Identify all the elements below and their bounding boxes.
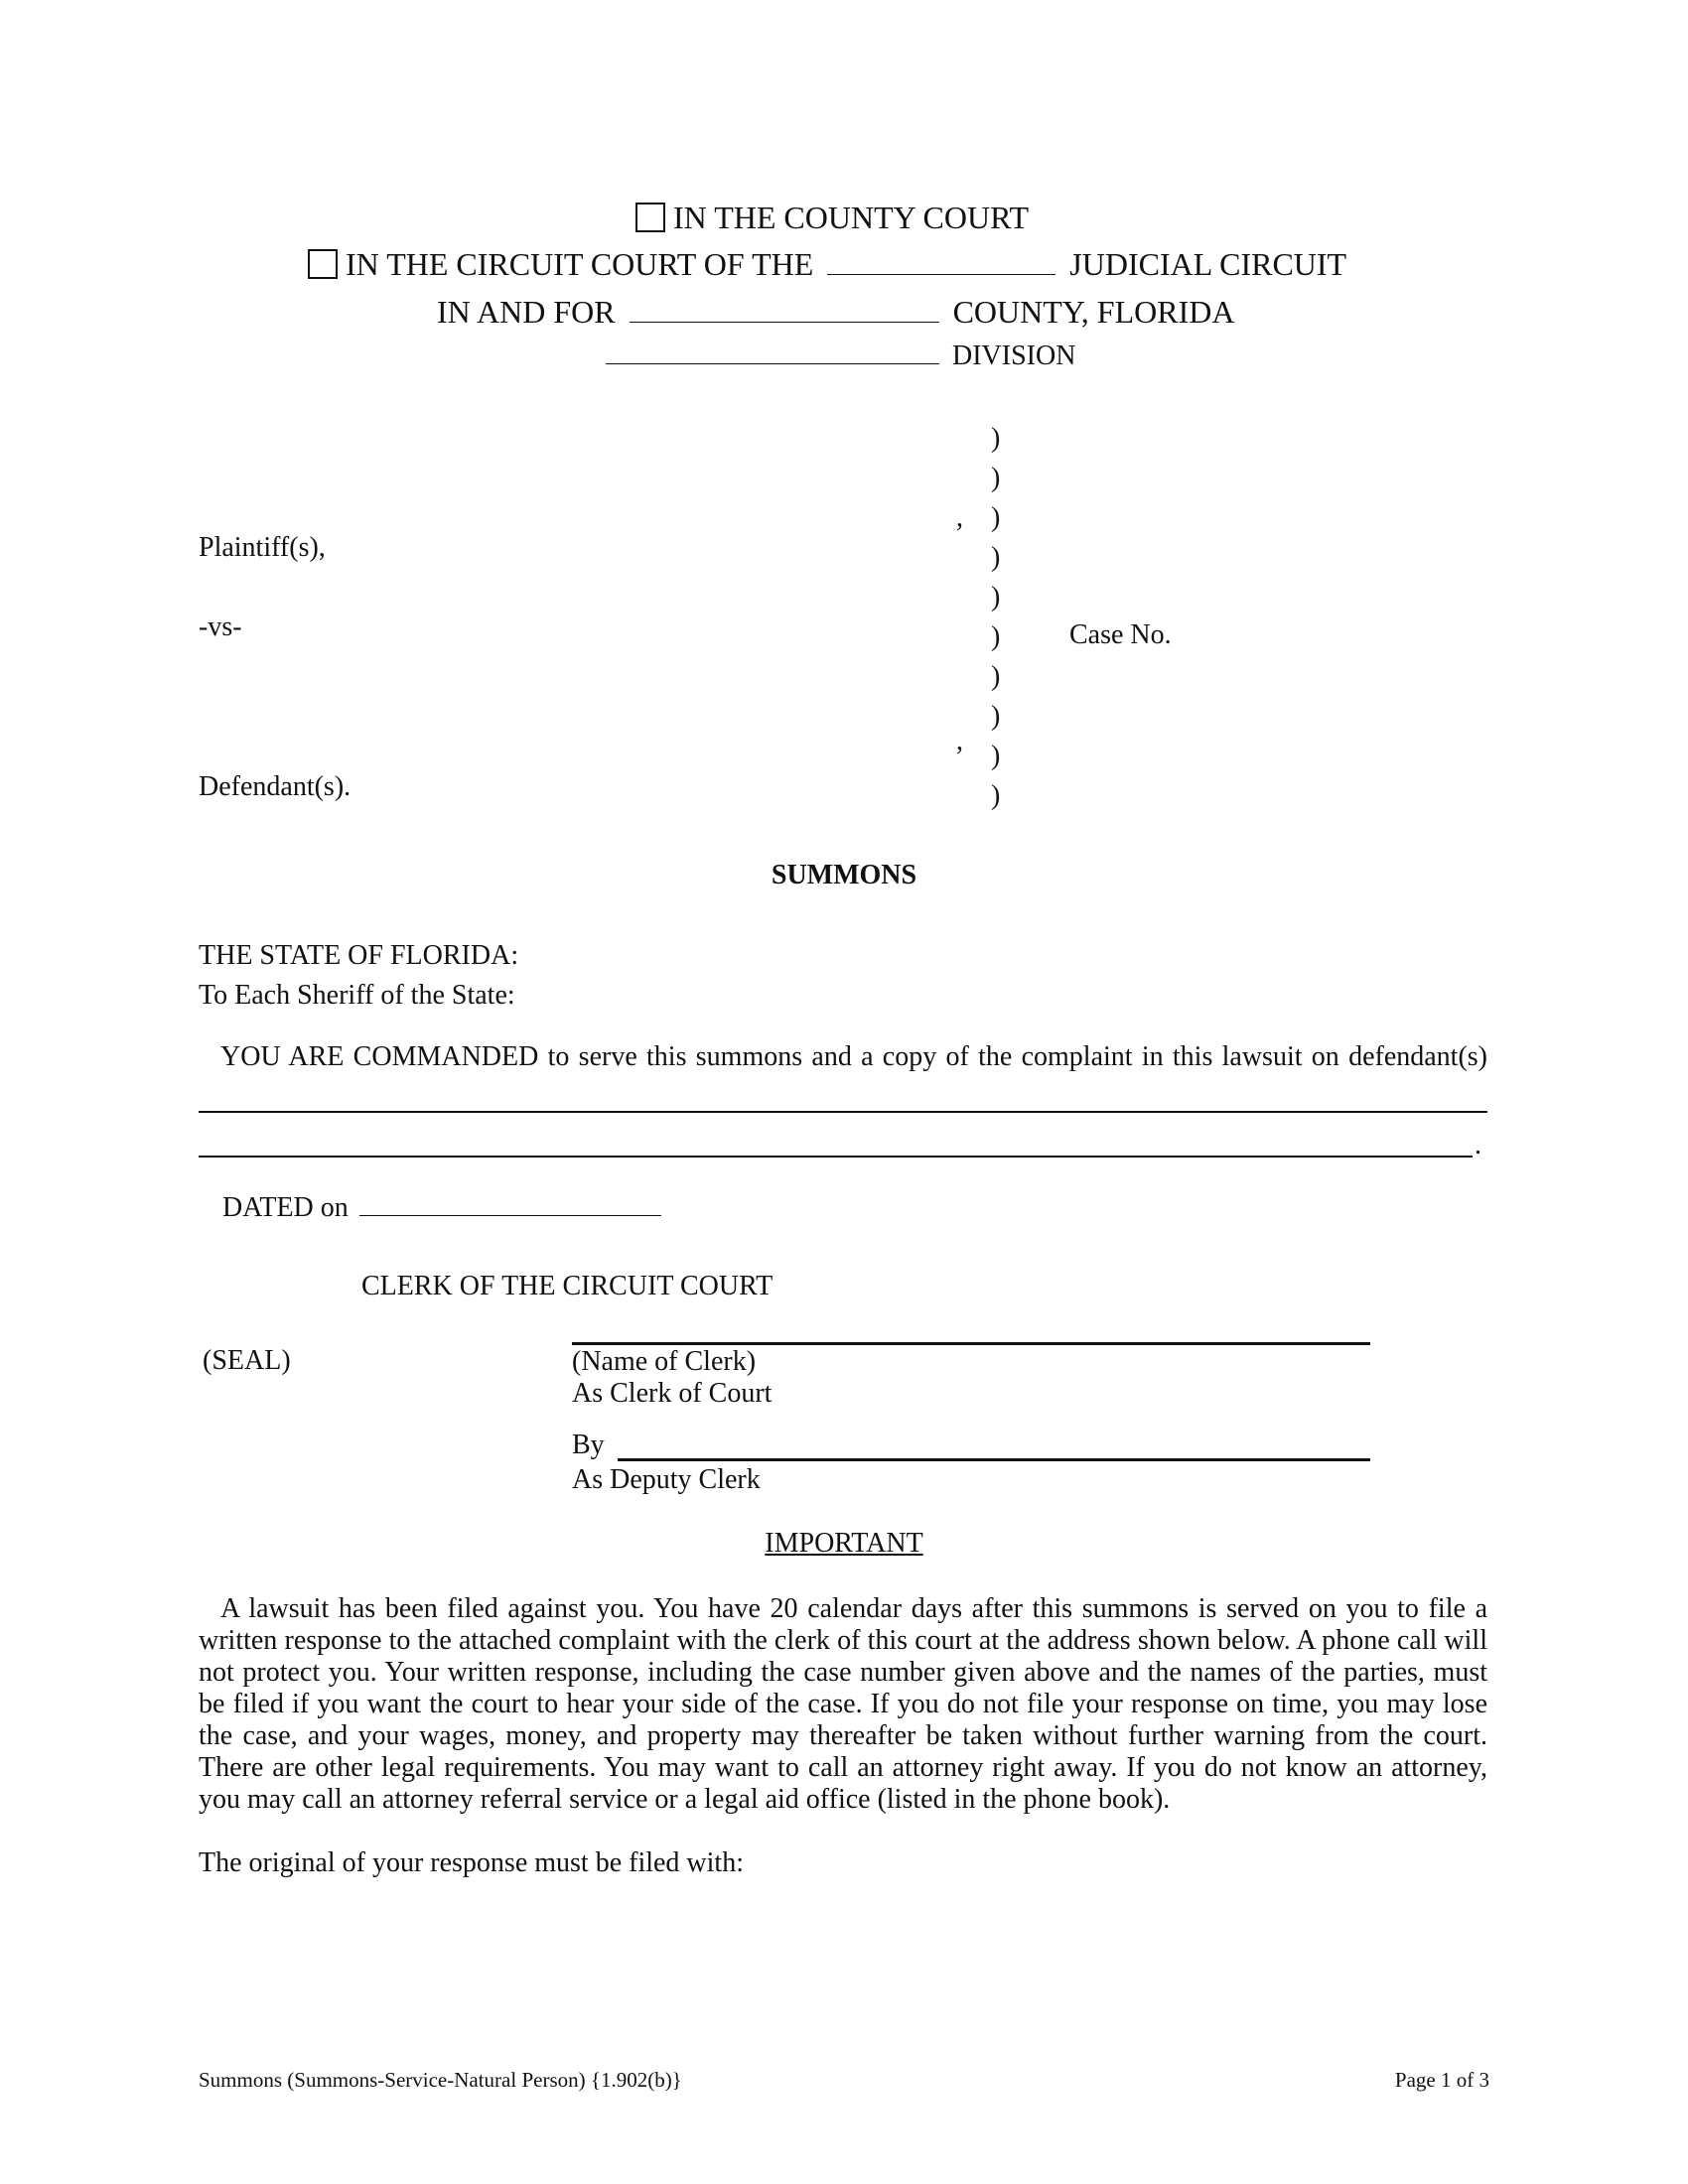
circuit-court-checkbox[interactable] [308,249,338,279]
in-and-for-label: IN AND FOR [437,294,616,330]
caption-paren: ) [991,502,1001,533]
circuit-court-prefix: IN THE CIRCUIT COURT OF THE [346,246,814,282]
as-deputy-clerk: As Deputy Clerk [572,1464,761,1495]
dated-label: DATED on [222,1192,349,1223]
circuit-court-suffix: JUDICIAL CIRCUIT [1069,246,1347,282]
to-each-sheriff: To Each Sheriff of the State: [199,980,515,1011]
important-heading: IMPORTANT [765,1528,923,1559]
caption-paren: ) [991,741,1001,771]
caption-paren: ) [991,423,1001,454]
caption-paren: ) [991,582,1001,613]
county-name-blank[interactable] [630,322,939,323]
commanded-text: YOU ARE COMMANDED to serve this summons and a copy of the complaint in this lawsuit on defendant(s) [220,1041,1487,1072]
caption-paren: ) [991,542,1001,573]
dated-line [222,1194,661,1222]
by-label: By [572,1430,605,1460]
judicial-circuit-blank[interactable] [827,274,1055,275]
division-line [606,342,1075,370]
clerk-signature-line[interactable] [572,1342,1370,1345]
county-court-line [635,202,1029,233]
county-suffix-label: COUNTY, FLORIDA [952,294,1235,330]
case-no-label: Case No. [1069,619,1172,650]
deputy-signature-line[interactable] [618,1458,1370,1461]
division-label: DIVISION [952,341,1076,371]
defendant-name-line-1[interactable] [199,1111,1487,1113]
original-response-text: The original of your response must be filed with: [199,1847,744,1878]
county-line [437,296,1234,328]
footer-form-name: Summons (Summons-Service-Natural Person) {1.902(b)} [199,2068,682,2092]
summons-title: SUMMONS [771,860,917,890]
county-court-checkbox[interactable] [635,203,665,232]
defendant-label: Defendant(s). [199,771,352,802]
date-blank[interactable] [359,1215,661,1216]
caption-paren: ) [991,701,1001,732]
seal-label: (SEAL) [203,1345,291,1376]
name-of-clerk: (Name of Clerk) [572,1346,757,1377]
as-clerk-of-court: As Clerk of Court [572,1378,773,1409]
caption-paren: ) [991,463,1001,493]
circuit-court-line [308,248,1346,280]
plaintiff-label: Plaintiff(s), [199,532,326,563]
footer-page-number: Page 1 of 3 [1394,2068,1489,2092]
defendant-name-line-2[interactable] [199,1156,1473,1158]
defendant-comma: , [956,726,963,756]
defendant-line-period: . [1475,1130,1481,1160]
county-court-label: IN THE COUNTY COURT [673,200,1030,235]
division-blank[interactable] [606,363,939,364]
clerk-heading: CLERK OF THE CIRCUIT COURT [361,1271,774,1301]
caption-paren: ) [991,661,1001,692]
caption-paren: ) [991,621,1001,652]
plaintiff-comma: , [956,502,963,533]
vs-label: -vs- [199,612,242,642]
state-of-florida: THE STATE OF FLORIDA: [199,940,519,971]
important-paragraph: A lawsuit has been filed against you. You have 20 calendar days after this summons is served on you to file a written response to the attached complaint with the clerk of this court at the address shown below. A phone call will not protect you. Your written response, including the case number given above and the names of the parties, must be filed if you want the court to hear your side of the case. If you do not file your response on time, you may lose the case, and your wages, money, and property may thereafter be taken without further warning from the court. There are other legal requirements. You may want to call an attorney right away. If you do not know an attorney, you may call an attorney referral service or a legal aid office (listed in the phone book). [199,1593,1487,1815]
caption-paren: ) [991,780,1001,811]
